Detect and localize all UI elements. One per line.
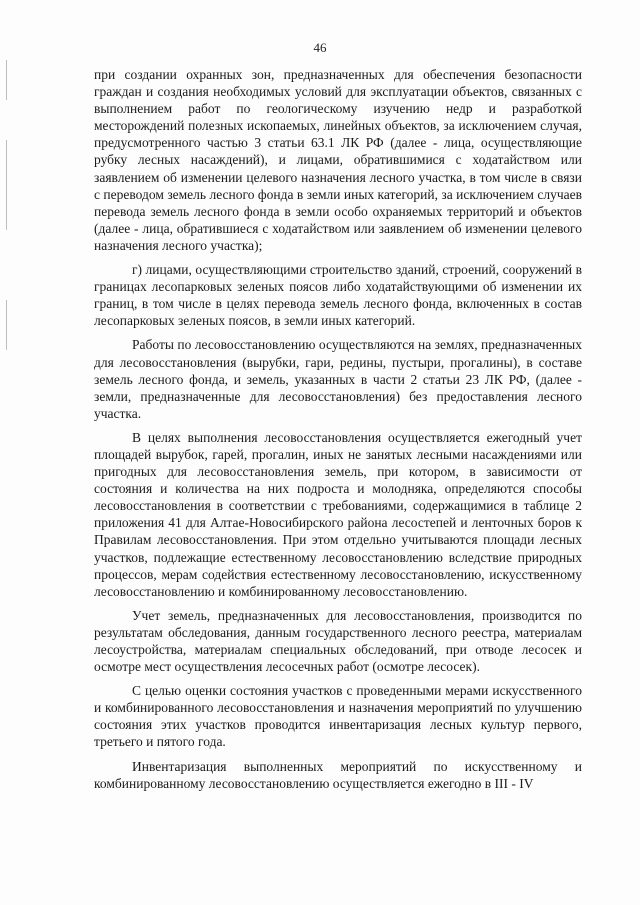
page-number: 46 (313, 40, 327, 55)
paragraph-6: С целью оценки состояния участков с проведенными мерами искусственного и комбинированного лесовосстановления и назначения мероприятий по улучшению состояния этих участков проводится инвентаризация лесных культур первого, третьего и пятого года. (94, 683, 582, 750)
paragraph-3: Работы по лесовосстановлению осуществляются на землях, предназначенных для лесовосстановления (вырубки, гари, редины, пустыри, прогалины), в составе земель лесного фонда, и земель, указанных в части 2 статьи 23 ЛК РФ, (далее - земли, предназначенные для лесовосстановления) без предоставления лесного участка. (94, 337, 582, 421)
paragraph-2: г) лицами, осуществляющими строительство зданий, строений, сооружений в границах лесопарковых зеленых поясов либо ходатайствующими об изменении их границ, в том числе в целях перевода земель лесного фонда, включенных в состав лесопарковых зеленых поясов, в земли иных категорий. (94, 262, 582, 329)
scan-edge-mark (6, 140, 7, 230)
scan-edge-mark (6, 60, 7, 100)
paragraph-1: при создании охранных зон, предназначенных для обеспечения безопасности граждан и создания необходимых условий для эксплуатации объектов, связанных с выполнением работ по геологическому изучению недр и разработкой месторождений полезных ископаемых, линейных объектов, за исключением случая, предусмотренного частью 3 статьи 63.1 ЛК РФ (далее - лица, осуществляющие рубку лесных насаждений), и лицами, обратившимися с ходатайством или заявлением об изменении целевого назначения лесного участка, в том числе в связи с переводом земель лесного фонда в земли иных категорий, за исключением случаев перевода земель лесного фонда в земли особо охраняемых территорий и объектов (далее - лица, обратившиеся с ходатайством или заявлением об изменении целевого назначения лесного участка); (94, 67, 582, 253)
scan-edge-mark (6, 300, 7, 350)
paragraph-5: Учет земель, предназначенных для лесовосстановления, производится по результатам обследования, данным государственного лесного реестра, материалам лесоустройства, материалам специальных обследований, при отводе лесосек и осмотре мест осуществления лесосечных работ (осмотре лесосек). (94, 607, 582, 675)
paragraph-4: В целях выполнения лесовосстановления осуществляется ежегодный учет площадей вырубок, гарей, прогалин, иных не занятых лесными насаждениями или пригодных для лесовосстановления земель, при котором, в зависимости от состояния и количества на них подроста и молодняка, определяются способы лесовосстановления в соответствии с требованиями, содержащимися в таблице 2 приложения 41 для Алтае-Новосибирского района лесостепей и ленточных боров к Правилам лесовосстановления. При этом отдельно учитываются площади лесных участков, подлежащие естественному лесовосстановлению вследствие природных процессов, мерам содействия естественному лесовосстановлению, искусственному лесовосстановлению и комбинированному лесовосстановлению. (94, 429, 582, 599)
document-body (94, 66, 582, 799)
paragraph-7: Инвентаризация выполненных мероприятий по искусственному и комбинированному лесовосстановлению осуществляется ежегодно в III - IV (94, 758, 582, 791)
